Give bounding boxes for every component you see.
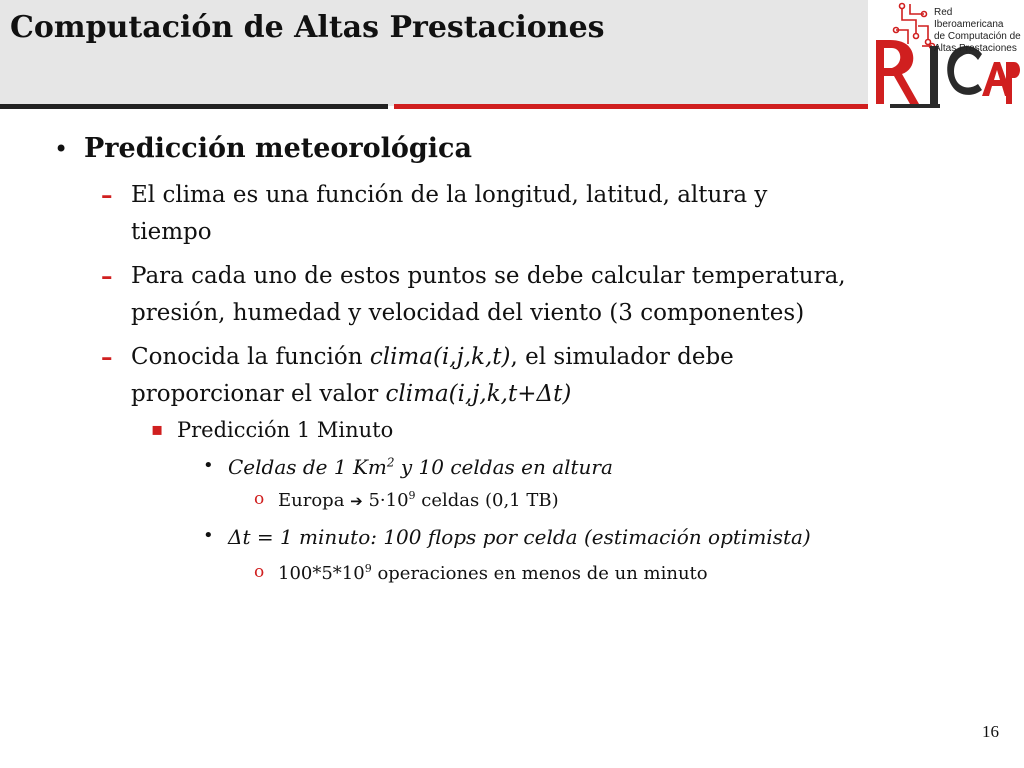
bullet-marker: • bbox=[203, 525, 214, 546]
circle-item-2 bbox=[278, 562, 708, 584]
logo-caption bbox=[934, 7, 1022, 55]
slide-title: Computación de Altas Prestaciones bbox=[10, 10, 605, 45]
square-marker: ▪ bbox=[151, 419, 164, 440]
superscript: 9 bbox=[408, 489, 416, 502]
circle-marker: o bbox=[254, 489, 265, 509]
sub-bullet-1 bbox=[228, 455, 613, 479]
heading: Predicción meteorológica bbox=[84, 133, 472, 164]
square-item: Predicción 1 Minuto bbox=[177, 418, 394, 442]
header-rule-red bbox=[394, 104, 868, 109]
text-segment: Conocida la función bbox=[131, 344, 370, 370]
header-rule-dark bbox=[0, 104, 388, 109]
ricap-logo bbox=[872, 0, 1022, 110]
dash-item-1-line-2: tiempo bbox=[131, 219, 212, 245]
dash-item-1-line-1: El clima es una función de la longitud, latitud, altura y bbox=[131, 182, 768, 208]
logo-line-3: Altas Prestaciones bbox=[934, 43, 1017, 54]
formula-clima: clima(i,j,k,t) bbox=[369, 344, 511, 370]
text-segment: 5·10 bbox=[362, 490, 409, 511]
title-band bbox=[0, 0, 868, 106]
text-segment: Europa bbox=[278, 490, 351, 511]
dash-item-3-line-1 bbox=[131, 339, 734, 376]
dash-item-2-line-2: presión, humedad y velocidad del viento (3 componentes) bbox=[131, 300, 805, 326]
text-segment: y 10 celdas en altura bbox=[394, 455, 613, 479]
text-segment: Celdas de 1 Km bbox=[228, 455, 387, 479]
text-segment: celdas (0,1 TB) bbox=[415, 490, 559, 511]
formula-clima-next: clima(i,j,k,t+Δt) bbox=[385, 381, 572, 407]
sub-bullet-2: Δt = 1 minuto: 100 flops por celda (estimación optimista) bbox=[228, 525, 811, 549]
arrow-icon: ➔ bbox=[350, 492, 363, 510]
dash-item-3-line-2 bbox=[131, 376, 571, 413]
circle-marker: o bbox=[254, 562, 265, 582]
text-segment: proporcionar el valor bbox=[131, 381, 386, 407]
dash-marker: – bbox=[101, 182, 113, 209]
text-segment: operaciones en menos de un minuto bbox=[371, 563, 708, 584]
superscript: 9 bbox=[364, 562, 372, 575]
text-segment: 100*5*10 bbox=[278, 563, 365, 584]
text-segment: , el simulador debe bbox=[510, 344, 734, 370]
page-number: 16 bbox=[982, 722, 999, 741]
dash-marker: – bbox=[101, 263, 113, 290]
dash-marker: – bbox=[101, 344, 113, 371]
bullet-marker: • bbox=[203, 455, 214, 476]
logo-line-1: Red Iberoamericana bbox=[934, 7, 1004, 30]
circle-item-1 bbox=[278, 489, 559, 511]
superscript: 2 bbox=[386, 455, 395, 470]
dash-item-2-line-1: Para cada uno de estos puntos se debe calcular temperatura, bbox=[131, 263, 846, 289]
bullet-marker: • bbox=[54, 135, 69, 163]
logo-line-2: de Computación de bbox=[934, 31, 1021, 42]
